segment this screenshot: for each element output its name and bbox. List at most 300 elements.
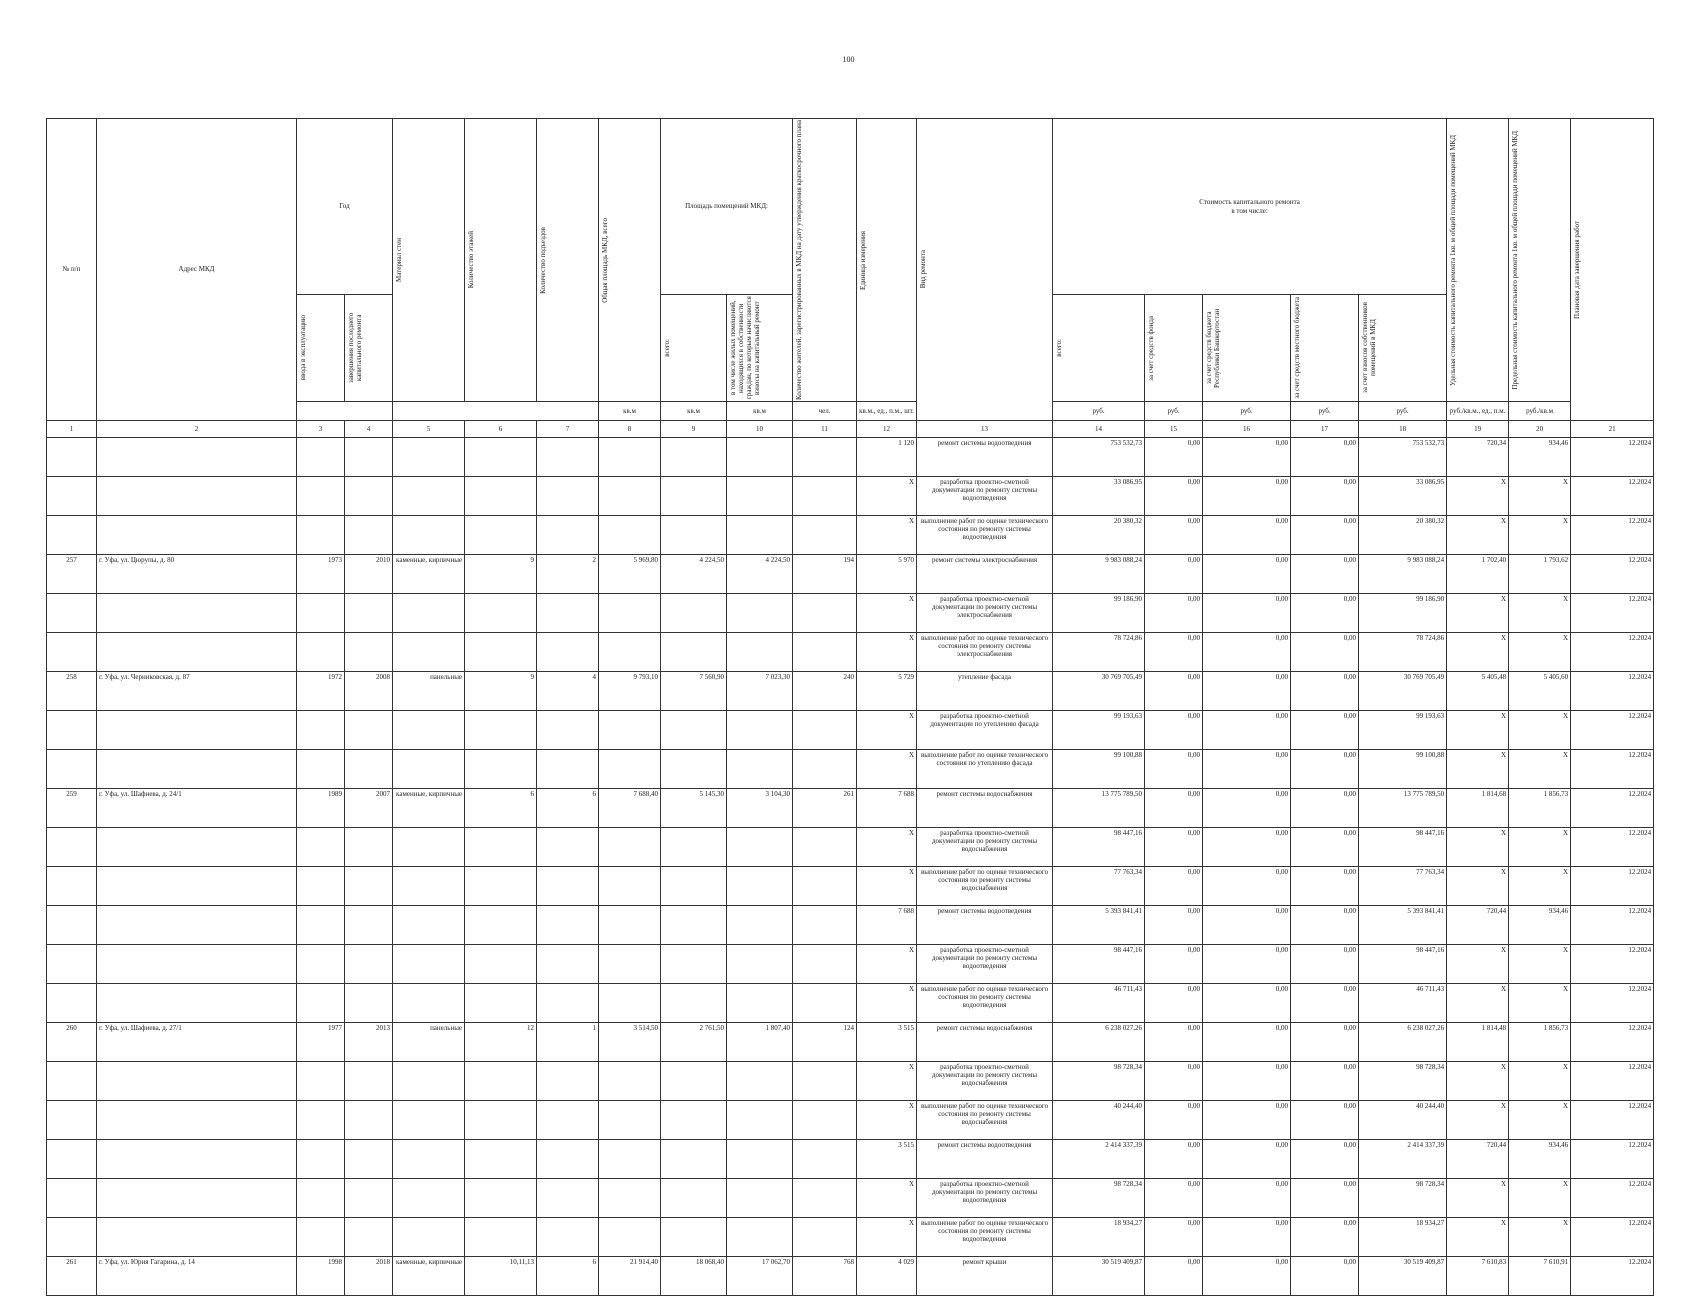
cell-year-last-repair [345,594,393,633]
cell-limit-cost: 5 405,60 [1509,672,1571,711]
column-number: 19 [1447,421,1509,438]
cell-year-commission: 1989 [297,789,345,828]
cell-cost-owners: 98 728,34 [1359,1179,1447,1218]
cell-paying-area [727,633,793,672]
cell-paying-area [727,867,793,906]
header-limit-cost: Предельная стоимость капитального ремонта 1кв. м общей площади помещений МКД [1509,119,1571,402]
cell-year-commission [297,828,345,867]
cell-cost-republic: 0,00 [1203,945,1291,984]
cell-row-number [47,633,97,672]
cell-year-last-repair [345,750,393,789]
cell-unit-cost: 720,44 [1447,1140,1509,1179]
cell-quantity: X [857,867,917,906]
cell-paying-area [727,1218,793,1257]
cell-repair-type: утепление фасада [917,672,1053,711]
cell-floors: 10,11,13 [465,1257,537,1296]
cell-floors: 12 [465,1023,537,1062]
cell-cost-owners: 9 983 088,24 [1359,555,1447,594]
header-address: Адрес МКД [97,119,297,421]
cell-unit-cost: X [1447,750,1509,789]
cell-residents: 768 [793,1257,857,1296]
table-row [47,672,1654,711]
cell-row-number [47,711,97,750]
cell-paying-area [727,477,793,516]
cell-plan-date: 12.2024 [1571,438,1654,477]
cell-total-area: 9 793,10 [599,672,661,711]
cell-repair-type: разработка проектно-сметной документации по ремонту системы водоснабжения [917,1062,1053,1101]
cell-cost-owners: 98 447,16 [1359,945,1447,984]
cell-premises-area [661,477,727,516]
cell-entrances [537,594,599,633]
cell-paying-area [727,750,793,789]
cell-cost-republic: 0,00 [1203,477,1291,516]
cell-quantity: 1 120 [857,438,917,477]
cell-paying-area: 7 023,30 [727,672,793,711]
cell-year-commission [297,1140,345,1179]
column-number: 15 [1145,421,1203,438]
cell-entrances [537,711,599,750]
cell-wall-material [393,906,465,945]
cell-floors [465,438,537,477]
cell-cost-republic: 0,00 [1203,672,1291,711]
cell-wall-material [393,477,465,516]
cell-residents [793,1140,857,1179]
cell-cost-local: 0,00 [1291,516,1359,555]
cell-year-commission [297,438,345,477]
unit-rub-owners: руб. [1359,402,1447,421]
table-row [47,633,1654,672]
unit-area-total: кв.м [599,402,661,421]
column-number: 5 [393,421,465,438]
cell-unit-cost: 1 702,40 [1447,555,1509,594]
cell-year-commission: 1973 [297,555,345,594]
cell-cost-total: 98 728,34 [1053,1062,1145,1101]
header-year-last-repair: завершения последнего капитального ремонта [345,295,393,402]
cell-residents [793,438,857,477]
cell-wall-material [393,1218,465,1257]
cell-cost-owners: 2 414 337,39 [1359,1140,1447,1179]
cell-cost-republic: 0,00 [1203,711,1291,750]
cell-row-number [47,1101,97,1140]
cell-cost-fund: 0,00 [1145,438,1203,477]
unit-measure: кв.м., ед., п.м., шт. [857,402,917,421]
cell-premises-area [661,516,727,555]
cell-cost-total: 78 724,86 [1053,633,1145,672]
cell-floors: 9 [465,555,537,594]
cell-row-number [47,945,97,984]
cell-entrances [537,1140,599,1179]
cell-year-last-repair [345,438,393,477]
cell-wall-material: каменные, кирпичные [393,1257,465,1296]
cell-cost-fund: 0,00 [1145,1140,1203,1179]
cell-repair-type: выполнение работ по оценке технического состояния по ремонту системы водоотведения [917,516,1053,555]
header-premises-total: всего: [661,295,727,402]
header-year-commission: ввода в эксплуатацию [297,295,345,402]
cell-entrances [537,984,599,1023]
cell-quantity: X [857,594,917,633]
cell-quantity: 3 515 [857,1023,917,1062]
table-row [47,750,1654,789]
cell-residents [793,828,857,867]
cell-total-area [599,1179,661,1218]
cell-cost-fund: 0,00 [1145,594,1203,633]
cell-cost-republic: 0,00 [1203,438,1291,477]
cell-plan-date: 12.2024 [1571,906,1654,945]
cell-floors [465,477,537,516]
cell-plan-date: 12.2024 [1571,1179,1654,1218]
cell-limit-cost: X [1509,945,1571,984]
cell-paying-area: 3 104,30 [727,789,793,828]
cell-entrances [537,438,599,477]
header-total-area: Общая площадь МКД, всего [599,119,661,402]
cell-cost-fund: 0,00 [1145,1062,1203,1101]
table-row [47,438,1654,477]
cell-cost-fund: 0,00 [1145,789,1203,828]
cell-residents [793,477,857,516]
cell-residents: 194 [793,555,857,594]
cell-total-area [599,633,661,672]
cell-cost-fund: 0,00 [1145,711,1203,750]
cell-residents [793,633,857,672]
cell-cost-fund: 0,00 [1145,1218,1203,1257]
cell-year-last-repair [345,1062,393,1101]
cell-year-last-repair [345,1218,393,1257]
cell-plan-date: 12.2024 [1571,1101,1654,1140]
cell-cost-owners: 30 519 409,87 [1359,1257,1447,1296]
cell-floors: 6 [465,789,537,828]
cell-limit-cost: X [1509,516,1571,555]
cell-limit-cost: X [1509,594,1571,633]
cell-residents [793,750,857,789]
cell-quantity: X [857,828,917,867]
cell-total-area [599,828,661,867]
cell-entrances [537,633,599,672]
cell-entrances [537,1101,599,1140]
cell-quantity: X [857,633,917,672]
cell-residents [793,1101,857,1140]
cell-address: г. Уфа, ул. Цюрупы, д. 80 [97,555,297,594]
cell-unit-cost: 720,34 [1447,438,1509,477]
cell-total-area [599,1140,661,1179]
cell-wall-material [393,750,465,789]
cell-row-number [47,906,97,945]
cell-cost-republic: 0,00 [1203,828,1291,867]
cell-cost-owners: 98 447,16 [1359,828,1447,867]
cell-cost-fund: 0,00 [1145,750,1203,789]
cell-quantity: X [857,477,917,516]
header-premises-paying: в том числе жилых помещений, находящихся в собственности граждан, по которым начисляются взносы на капитальный ремонт [727,295,793,402]
cell-repair-type: ремонт системы водоотведения [917,906,1053,945]
column-number: 1 [47,421,97,438]
cell-cost-fund: 0,00 [1145,945,1203,984]
cell-floors [465,867,537,906]
cell-row-number [47,594,97,633]
column-number: 16 [1203,421,1291,438]
table-row [47,828,1654,867]
header-plan-date: Плановая дата завершения работ [1571,119,1654,421]
cell-year-last-repair [345,906,393,945]
cell-plan-date: 12.2024 [1571,1062,1654,1101]
cell-total-area: 7 688,40 [599,789,661,828]
cell-cost-local: 0,00 [1291,1062,1359,1101]
cell-limit-cost: X [1509,984,1571,1023]
cell-paying-area [727,906,793,945]
cell-plan-date: 12.2024 [1571,789,1654,828]
cell-entrances [537,1062,599,1101]
cell-cost-owners: 46 711,43 [1359,984,1447,1023]
cell-paying-area [727,438,793,477]
header-entrances: Количество подъездов [537,119,599,402]
cell-premises-area [661,1140,727,1179]
cell-premises-area [661,594,727,633]
column-number: 18 [1359,421,1447,438]
table-row [47,1257,1654,1296]
cell-cost-local: 0,00 [1291,1257,1359,1296]
cell-cost-republic: 0,00 [1203,516,1291,555]
cell-entrances: 6 [537,789,599,828]
column-number-row [47,421,1654,438]
cell-premises-area [661,1062,727,1101]
cell-cost-fund: 0,00 [1145,1023,1203,1062]
cell-quantity: X [857,1062,917,1101]
cell-cost-total: 30 769 705,49 [1053,672,1145,711]
cell-limit-cost: 7 610,91 [1509,1257,1571,1296]
column-number: 2 [97,421,297,438]
cell-cost-fund: 0,00 [1145,867,1203,906]
unit-rub-total: руб. [1053,402,1145,421]
table-row [47,1062,1654,1101]
cell-year-commission [297,516,345,555]
column-number: 17 [1291,421,1359,438]
cell-unit-cost: X [1447,516,1509,555]
table-row [47,906,1654,945]
cell-year-commission [297,750,345,789]
cell-premises-area [661,984,727,1023]
cell-year-commission [297,1062,345,1101]
cell-entrances: 1 [537,1023,599,1062]
table-row [47,594,1654,633]
cell-total-area: 3 514,50 [599,1023,661,1062]
cell-address [97,906,297,945]
cell-year-commission [297,1218,345,1257]
column-number: 14 [1053,421,1145,438]
cell-year-last-repair [345,1140,393,1179]
cell-residents [793,516,857,555]
cell-total-area [599,945,661,984]
cell-cost-republic: 0,00 [1203,906,1291,945]
cell-residents: 240 [793,672,857,711]
cell-cost-owners: 33 086,95 [1359,477,1447,516]
cell-paying-area [727,1101,793,1140]
cell-entrances [537,1218,599,1257]
column-number: 9 [661,421,727,438]
unit-blank-building [393,402,599,421]
cell-plan-date: 12.2024 [1571,555,1654,594]
table-row [47,867,1654,906]
cell-wall-material [393,867,465,906]
cell-cost-local: 0,00 [1291,438,1359,477]
cell-cost-total: 5 393 841,41 [1053,906,1145,945]
cell-cost-owners: 99 100,88 [1359,750,1447,789]
cell-row-number [47,867,97,906]
cell-repair-type: выполнение работ по оценке технического состояния по ремонту системы водоотведения [917,1218,1053,1257]
cell-cost-local: 0,00 [1291,1218,1359,1257]
cell-year-last-repair: 2008 [345,672,393,711]
header-num: № п/п [47,119,97,421]
column-number: 13 [917,421,1053,438]
cell-quantity: 7 688 [857,906,917,945]
cell-quantity: X [857,516,917,555]
cell-year-commission [297,906,345,945]
cell-address [97,1101,297,1140]
cell-unit-cost: 7 610,83 [1447,1257,1509,1296]
cell-limit-cost: 1 856,73 [1509,1023,1571,1062]
header-cost-republic: за счет средств бюджета Республики Башкортостан [1203,295,1291,402]
table-row [47,1140,1654,1179]
cell-paying-area: 1 807,40 [727,1023,793,1062]
cell-unit-cost: 5 405,48 [1447,672,1509,711]
cell-unit-cost: X [1447,984,1509,1023]
cell-cost-local: 0,00 [1291,750,1359,789]
cell-cost-total: 40 244,40 [1053,1101,1145,1140]
cell-cost-total: 9 983 088,24 [1053,555,1145,594]
cell-limit-cost: X [1509,867,1571,906]
cell-cost-local: 0,00 [1291,1179,1359,1218]
cell-year-last-repair [345,984,393,1023]
cell-row-number [47,477,97,516]
cell-residents [793,1179,857,1218]
cell-cost-fund: 0,00 [1145,672,1203,711]
cell-repair-type: ремонт системы электроснабжения [917,555,1053,594]
cell-cost-fund: 0,00 [1145,555,1203,594]
cell-address [97,1218,297,1257]
cell-cost-republic: 0,00 [1203,1218,1291,1257]
cell-cost-owners: 98 728,34 [1359,1062,1447,1101]
cell-paying-area [727,828,793,867]
cell-year-commission [297,711,345,750]
cell-paying-area [727,711,793,750]
cell-year-commission [297,984,345,1023]
cell-cost-republic: 0,00 [1203,867,1291,906]
cell-plan-date: 12.2024 [1571,984,1654,1023]
cell-quantity: 5 729 [857,672,917,711]
cell-cost-owners: 77 763,34 [1359,867,1447,906]
cell-repair-type: ремонт системы водоснабжения [917,789,1053,828]
cell-cost-owners: 40 244,40 [1359,1101,1447,1140]
cell-limit-cost: 1 856,73 [1509,789,1571,828]
cell-row-number [47,1062,97,1101]
cell-repair-type: выполнение работ по оценке технического состояния по ремонту системы водоснабжения [917,1101,1053,1140]
cell-quantity: 3 515 [857,1140,917,1179]
cell-paying-area [727,1140,793,1179]
cell-total-area [599,711,661,750]
header-floors: Количество этажей [465,119,537,402]
cell-premises-area [661,711,727,750]
cell-address [97,750,297,789]
cell-repair-type: ремонт системы водоснабжения [917,1023,1053,1062]
cell-total-area [599,594,661,633]
cell-wall-material [393,828,465,867]
cell-row-number: 260 [47,1023,97,1062]
cell-total-area [599,906,661,945]
cell-premises-area: 5 145,30 [661,789,727,828]
cell-residents [793,1062,857,1101]
cell-entrances: 4 [537,672,599,711]
cell-unit-cost: X [1447,594,1509,633]
cell-premises-area [661,750,727,789]
header-cost-group: Стоимость капитального ремонта в том числе: [1053,119,1447,295]
cell-row-number: 257 [47,555,97,594]
cell-limit-cost: 934,46 [1509,1140,1571,1179]
cell-quantity: 4 029 [857,1257,917,1296]
cell-premises-area: 4 224,50 [661,555,727,594]
cell-cost-owners: 99 186,90 [1359,594,1447,633]
cell-year-commission [297,945,345,984]
cell-plan-date: 12.2024 [1571,672,1654,711]
cell-year-commission: 1977 [297,1023,345,1062]
cell-plan-date: 12.2024 [1571,1140,1654,1179]
cell-unit-cost: X [1447,1062,1509,1101]
cell-row-number [47,1218,97,1257]
cell-cost-republic: 0,00 [1203,789,1291,828]
cell-limit-cost: 1 793,62 [1509,555,1571,594]
cell-unit-cost: X [1447,828,1509,867]
cell-row-number [47,750,97,789]
cell-cost-republic: 0,00 [1203,633,1291,672]
cell-floors [465,750,537,789]
cell-premises-area [661,906,727,945]
cell-entrances [537,867,599,906]
cell-year-last-repair [345,1101,393,1140]
cell-floors [465,1218,537,1257]
table-row [47,555,1654,594]
cell-plan-date: 12.2024 [1571,711,1654,750]
cell-floors [465,945,537,984]
cell-address: г. Уфа, ул. Юрия Гагарина, д. 14 [97,1257,297,1296]
cell-wall-material [393,1062,465,1101]
cell-cost-total: 46 711,43 [1053,984,1145,1023]
cell-cost-republic: 0,00 [1203,750,1291,789]
cell-repair-type: разработка проектно-сметной документации по ремонту системы электроснабжения [917,594,1053,633]
cell-plan-date: 12.2024 [1571,633,1654,672]
cell-entrances [537,516,599,555]
cell-quantity: X [857,711,917,750]
cell-paying-area [727,516,793,555]
cell-year-commission [297,633,345,672]
cell-plan-date: 12.2024 [1571,516,1654,555]
cell-cost-total: 6 238 027,26 [1053,1023,1145,1062]
cell-wall-material [393,1140,465,1179]
cell-cost-fund: 0,00 [1145,1257,1203,1296]
cell-unit-cost: 1 814,68 [1447,789,1509,828]
cell-repair-type: разработка проектно-сметной документации по ремонту системы водоотведения [917,477,1053,516]
cell-cost-total: 98 728,34 [1053,1179,1145,1218]
cell-cost-republic: 0,00 [1203,555,1291,594]
cell-cost-republic: 0,00 [1203,1140,1291,1179]
cell-row-number [47,1179,97,1218]
cell-total-area [599,750,661,789]
cell-repair-type: разработка проектно-сметной документации по утеплению фасада [917,711,1053,750]
cell-year-last-repair [345,945,393,984]
unit-people: чел. [793,402,857,421]
cell-year-commission [297,594,345,633]
cell-premises-area: 7 560,90 [661,672,727,711]
cell-year-last-repair: 2013 [345,1023,393,1062]
cell-row-number: 258 [47,672,97,711]
cell-address [97,516,297,555]
cell-cost-local: 0,00 [1291,672,1359,711]
table-row [47,516,1654,555]
